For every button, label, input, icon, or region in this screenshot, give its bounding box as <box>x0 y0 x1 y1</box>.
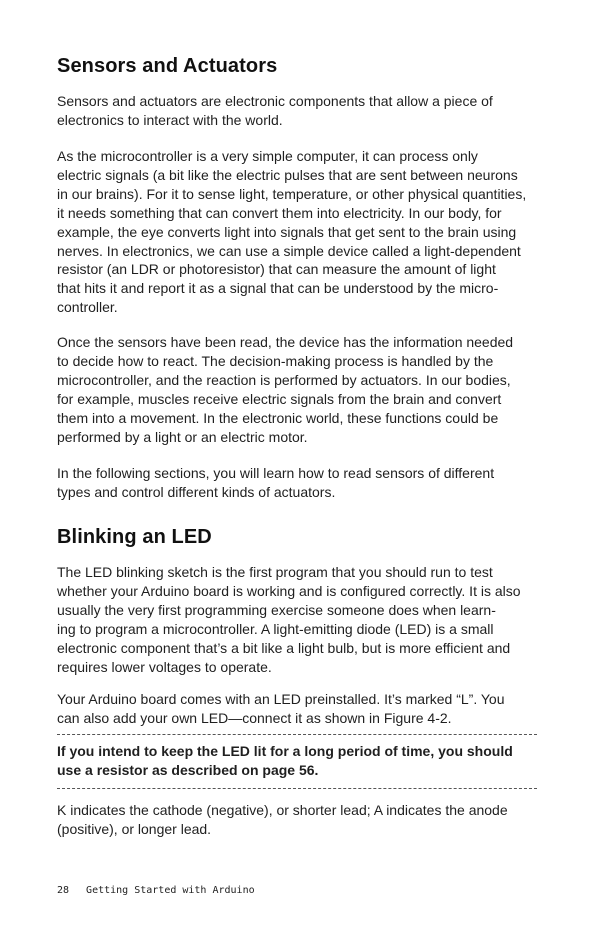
page-number: 28 <box>57 885 70 896</box>
section-heading-blinking-led: Blinking an LED <box>57 526 212 548</box>
paragraph: In the following sections, you will learn how to read sensors of different types and control different kinds of actuators. <box>57 465 495 500</box>
paragraph: Once the sensors have been read, the device has the information needed to decide how to react. The decision-making process is handled by the microcontroller, and the reaction is performed by actuators. In our bodies, for example, muscles receive electric signals from the brain and convert them into a movement. In the electronic world, these functions could be performed by a light or an electric motor. <box>57 334 514 445</box>
note-text: If you intend to keep the LED lit for a long period of time, you should use a resistor as described on page 56. <box>57 743 513 778</box>
note-box <box>57 734 537 789</box>
page-footer <box>57 885 272 896</box>
paragraph: K indicates the cathode (negative), or shorter lead; A indicates the anode (positive), or longer lead. <box>57 802 508 837</box>
paragraph: Sensors and actuators are electronic components that allow a piece of electronics to interact with the world. <box>57 93 493 128</box>
paragraph: Your Arduino board comes with an LED preinstalled. It’s marked “L”. You can also add your own LED—connect it as shown in Figure 4-2. <box>57 691 505 726</box>
book-title: Getting Started with Arduino <box>86 885 255 896</box>
section-heading-sensors: Sensors and Actuators <box>57 55 278 77</box>
paragraph: As the microcontroller is a very simple computer, it can process only electric signals (a bit like the electric pulses that are sent between neurons in our brains). For it to sense light, temperature, or other physical quantities, it needs something that can convert them into electricity. In our body, for example, the eye converts light into signals that get sent to the brain using nerves. In electronics, we can use a simple device called a light-dependent resistor (an LDR or photoresistor) that can measure the amount of light that hits it and report it as a signal that can be understood by the micro- controller. <box>57 148 527 316</box>
paragraph: The LED blinking sketch is the first program that you should run to test whether your Arduino board is working and is configured correctly. It is also usually the very first programming exercise someone does when learn- ing to program a microcontroller. A light-emitting diode (LED) is a small electronic component that’s a bit like a light bulb, but is more efficient and requires lower voltages to operate. <box>57 564 521 675</box>
